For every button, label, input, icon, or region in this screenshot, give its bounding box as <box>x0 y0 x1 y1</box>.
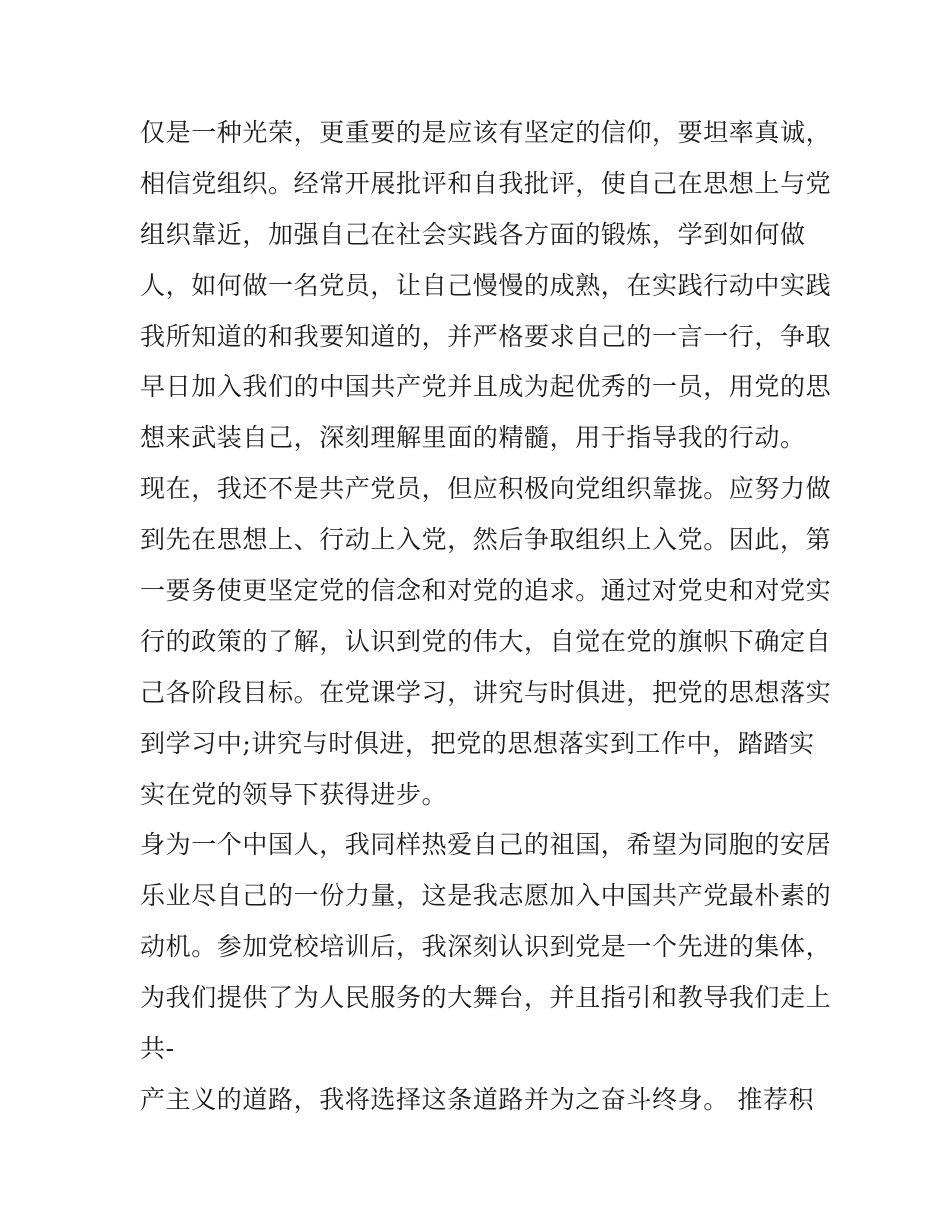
text-line: 我所知道的和我要知道的，并严格要求自己的一言一行，争取 <box>140 321 832 351</box>
text-line: 共- <box>140 1034 175 1064</box>
text-line: 产主义的道路，我将选择这条道路并为之奋斗终身。 推荐积 <box>140 1084 815 1114</box>
text-line: 组织靠近，加强自己在社会实践各方面的锻炼，学到如何做 <box>140 219 806 249</box>
text-line: 实在党的领导下获得进步。 <box>140 779 448 809</box>
text-line: 一要务使更坚定党的信念和对党的追求。通过对党史和对党实 <box>140 576 832 606</box>
text-line: 仅是一种光荣，更重要的是应该有坚定的信仰，要坦率真诚， <box>140 118 832 147</box>
text-line: 现在，我还不是共产党员，但应积极向党组织靠拢。应努力做 <box>140 474 832 504</box>
text-line: 相信党组织。经常开展批评和自我批评，使自己在思想上与党 <box>140 168 832 198</box>
text-line: 人，如何做一名党员，让自己慢慢的成熟，在实践行动中实践 <box>140 270 832 300</box>
text-line: 想来武装自己，深刻理解里面的精髓，用于指导我的行动。 <box>140 423 806 453</box>
text-line: 早日加入我们的中国共产党并且成为起优秀的一员，用党的思 <box>140 372 832 402</box>
text-line: 乐业尽自己的一份力量，这是我志愿加入中国共产党最朴素的 <box>140 881 832 911</box>
text-line: 到学习中;讲究与时俱进，把党的思想落实到工作中，踏踏实 <box>140 728 815 758</box>
text-line: 身为一个中国人，我同样热爱自己的祖国，希望为同胞的安居 <box>140 830 832 860</box>
text-line: 为我们提供了为人民服务的大舞台，并且指引和教导我们走上 <box>140 983 832 1013</box>
text-line: 到先在思想上、行动上入党，然后争取组织上入党。因此，第 <box>140 525 832 555</box>
text-line: 动机。参加党校培训后，我深刻认识到党是一个先进的集体， <box>140 932 832 962</box>
text-line: 行的政策的了解，认识到党的伟大，自觉在党的旗帜下确定自 <box>140 626 832 656</box>
text-line: 己各阶段目标。在党课学习，讲究与时俱进，把党的思想落实 <box>140 677 832 707</box>
body-text <box>140 108 830 1126</box>
